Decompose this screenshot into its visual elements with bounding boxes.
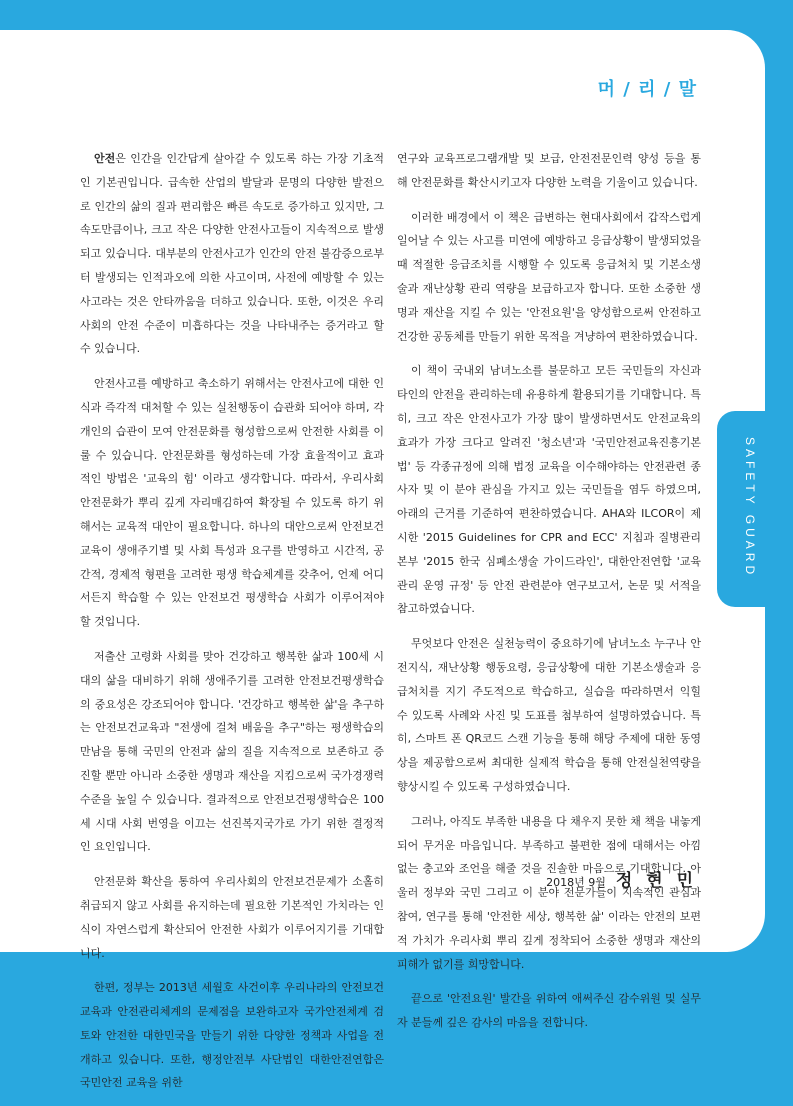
paragraph: 안전문화 확산을 통하여 우리사회의 안전보건문제가 소홀히 취급되지 않고 사회를 유지하는데 필요한 기본적인 가치라는 인식이 자연스럽게 확산되어 안전한 사회가 이루어지기를 기대합니다. (80, 875, 384, 960)
side-tab (717, 411, 793, 607)
paragraph: 한편, 정부는 2013년 세월호 사건이후 우리나라의 안전보건교육과 안전관리체계의 문제점을 보완하고자 국가안전체계 검토와 안전한 대한민국을 만들기 위한 다양한 정책과 사업을 전개하고 있습니다. 또한, 행정안전부 사단법인 대한안전연합은 국민안전 교육을 위한 (80, 981, 384, 1090)
lead-word: 안전 (94, 152, 116, 165)
paragraph: 이 책이 국내외 남녀노소를 불문하고 모든 국민들의 자신과 타인의 안전을 관리하는데 유용하게 활용되기를 기대합니다. 특히, 크고 작은 안전사고가 가장 많이 발생하면서도 안전교육의 효과가 가장 크다고 알려진 '청소년'과 '국민안전교육진흥기본법' 등 각종규정에 의해 법정 교육을 이수해야하는 안전관련 종사자 및 이 분야 관심을 가지고 있는 국민들을 염두 하였으며, 아래의 근거를 기준하여 편찬하였습니다. AHA와 ILCOR이 제시한 '2015 Guidelines for CPR and ECC' 지침과 질병관리본부 '2015 한국 심폐소생술 가이드라인', 대한안전연합 '교육 관리 운영 규정' 등 안전 관련분야 연구보고서, 논문 및 서적을 참고하였습니다. (397, 364, 701, 616)
paragraph: 그러나, 아직도 부족한 내용을 다 채우지 못한 채 책을 내놓게 되어 무거운 마음입니다. 부족하고 불편한 점에 대해서는 아낌없는 충고와 조언을 해줄 것을 진솔한 마음으로 기대합니다. 아울러 정부와 국민 그리고 이 분야 전문가들이 지속적인 관심과 참여, 연구를 통해 '안전한 세상, 행복한 삶' 이라는 안전의 보편적 가치가 우리사회 뿌리 깊게 정착되어 소중한 생명과 재산의 피해가 없기를 희망합니다. (397, 814, 701, 971)
paragraph: 끝으로 '안전요원' 발간을 위하여 애써주신 감수위원 및 실무자 분들께 깊은 감사의 마음을 전합니다. (397, 992, 701, 1030)
paragraph: 이러한 배경에서 이 책은 급변하는 현대사회에서 갑작스럽게 일어날 수 있는 사고를 미연에 예방하고 응급상황이 발생되었을 때 적절한 응급조치를 시행할 수 있도록 응급처치 및 기본소생술과 재난상황 관리 역량을 보급하고자 합니다. 또한 소중한 생명과 재산을 지킬 수 있는 '안전요원'을 양성함으로써 안전하고 건강한 공동체를 만들기 위한 목적을 겨냥하여 편찬하였습니다. (397, 210, 701, 343)
signature (546, 866, 697, 891)
paragraph: 무엇보다 안전은 실천능력이 중요하기에 남녀노소 누구나 안전지식, 재난상황 행동요령, 응급상황에 대한 기본소생술과 응급처치를 지기 주도적으로 학습하고, 실습을 따라하면서 익힐 수 있도록 사례와 사진 및 도표를 첨부하여 설명하였습니다. 특히, 스마트 폰 QR코드 스캔 기능을 통해 해당 주제에 대한 동영상을 제공함으로써 최대한 실제적 학습을 통해 안전실천역량을 향상시킬 수 있도록 구성하였습니다. (397, 637, 701, 793)
left-text-column (80, 147, 384, 1106)
page-title: 머 / 리 / 말 (597, 79, 697, 100)
paragraph-text: 은 인간을 인간답게 살아갈 수 있도록 하는 가장 기초적인 기본권입니다. 급속한 산업의 발달과 문명의 다양한 발전으로 인간의 삶의 질과 편리함은 빠른 속도로 증가하고 있지만, 그 속도만큼이나, 크고 작은 다양한 안전사고들이 지속적으로 발생되고 있습니다. 대부분의 안전사고가 인간의 안전 불감증으로부터 발생되는 인적과오에 의한 사고이며, 사전에 예방할 수 있는 사고라는 것은 안타까움을 더하고 있습니다. 또한, 이것은 우리사회의 안전 수준이 미흡하다는 것을 나타내주는 증거라고 할 수 있습니다. (80, 152, 384, 356)
paragraph: 안전사고를 예방하고 축소하기 위해서는 안전사고에 대한 인식과 즉각적 대처할 수 있는 실천행동이 습관화 되어야 하며, 각개인의 습관이 모여 안전문화를 형성함으로써 안전한 사회를 이룰 수 있습니다. 안전문화를 형성하는데 가장 효율적이고 효과적인 방법은 '교육의 힘' 이라고 생각합니다. 따라서, 우리사회 안전문화가 뿌리 깊게 자리매김하여 확장될 수 있도록 하기 위해서는 교육적 대안이 필요합니다. 하나의 대안으로써 안전보건교육이 생애주기별 및 사회 특성과 요구를 반영하고 시간적, 공간적, 경제적 형편을 고려한 평생 학습체계를 갖추어, 언제 어디서든지 학습할 수 있는 안전보건 평생학습 사회가 이루어져야 할 것입니다. (80, 377, 384, 629)
signature-name: 정 현 민 (615, 871, 697, 891)
paragraph: 연구와 교육프로그램개발 및 보급, 안전전문인력 양성 등을 통해 안전문화를 확산시키고자 다양한 노력을 기울이고 있습니다. (397, 152, 701, 189)
right-text-column (397, 147, 701, 1046)
side-tab-label: SAFETY GUARD (743, 437, 757, 579)
paragraph (80, 147, 384, 361)
paragraph: 저출산 고령화 사회를 맞아 건강하고 행복한 삶과 100세 시대의 삶을 대비하기 위해 생애주기를 고려한 안전보건평생학습의 중요성은 강조되어야 합니다. '건강하고 행복한 삶'을 추구하는 안전보건교육과 "전생에 걸쳐 배움을 추구"하는 평생학습의 만남을 통해 국민의 안전과 삶의 질을 지속적으로 보존하고 증진할 뿐만 아니라 소중한 생명과 재산을 지킴으로써 국가경쟁력 수준을 높일 수 있습니다. 결과적으로 안전보건평생학습은 100세 시대 사회 번영을 이끄는 선진복지국가로 가기 위한 결정적인 요인입니다. (80, 649, 384, 854)
signature-date: 2018년 9월 (546, 876, 606, 889)
